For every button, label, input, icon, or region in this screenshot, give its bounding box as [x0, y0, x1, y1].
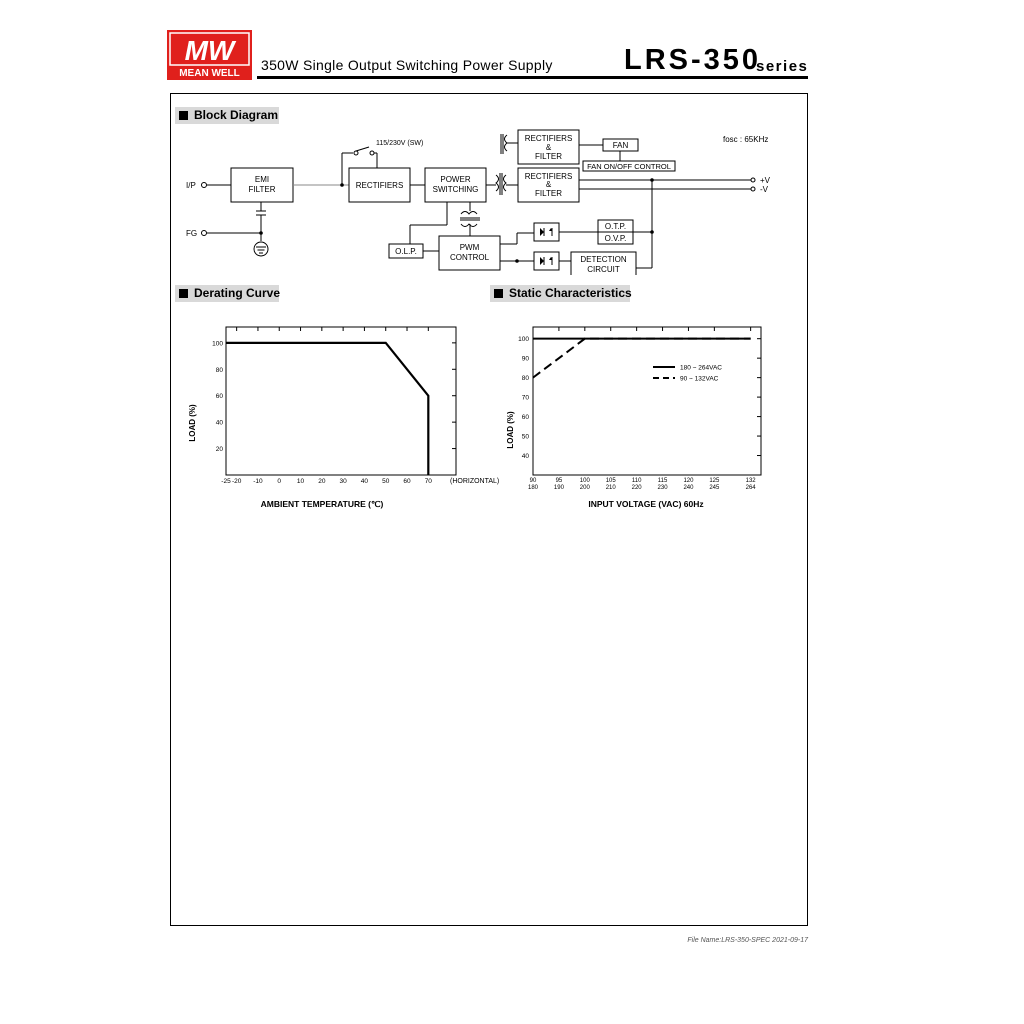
- static-chart: [498, 320, 778, 520]
- logo-caption: MEAN WELL: [179, 68, 240, 79]
- block-diagram-heading: [175, 107, 279, 124]
- static-x-tick-label-low: 125: [709, 478, 720, 484]
- bullet-square-icon: [179, 289, 188, 298]
- derating-x-tick-label: 70: [424, 478, 432, 485]
- rf-top-line1: RECTIFIERS: [524, 134, 573, 143]
- static-series-line: [533, 339, 751, 378]
- fosc-label: fosc : 65KHz: [723, 135, 769, 144]
- fan-label: FAN: [612, 141, 629, 150]
- static-y-tick-label: 60: [521, 414, 529, 422]
- static-x-tick-label-low: 90: [529, 478, 537, 484]
- derating-x-tick-label: -20: [231, 478, 242, 485]
- static-y-tick-label: 50: [521, 433, 529, 441]
- detection-line1: DETECTION: [580, 255, 627, 264]
- static-x-tick-label-low: 132: [745, 478, 756, 484]
- derating-x-axis-label: AMBIENT TEMPERATURE (℃): [260, 499, 384, 509]
- rectifiers-label: RECTIFIERS: [355, 181, 404, 190]
- derating-y-axis-label: LOAD (%): [188, 404, 197, 442]
- derating-x-tick-label: 50: [382, 478, 390, 485]
- static-x-tick-label-high: 245: [709, 485, 720, 491]
- mean-well-logo: [167, 30, 252, 80]
- static-x-tick-label-high: 200: [579, 485, 590, 491]
- derating-y-tick-label: 60: [215, 393, 223, 401]
- derating-heading: [175, 285, 279, 302]
- static-x-tick-label-low: 115: [657, 478, 668, 484]
- rf-main-line3: FILTER: [535, 189, 562, 198]
- static-y-tick-label: 100: [518, 336, 529, 344]
- static-legend-label: 90 ~ 132VAC: [680, 375, 719, 383]
- block-diagram: [180, 125, 800, 275]
- static-x-tick-label-high: 210: [605, 485, 616, 491]
- static-heading: [490, 285, 630, 302]
- power-switching-line2: SWITCHING: [432, 185, 479, 194]
- static-x-tick-label-high: 264: [745, 485, 756, 491]
- derating-series-line: [226, 343, 428, 475]
- rf-main-line1: RECTIFIERS: [524, 172, 573, 181]
- otp-label: O.T.P.: [604, 222, 627, 231]
- pwm-line2: CONTROL: [449, 253, 490, 262]
- static-x-tick-label-low: 105: [605, 478, 616, 484]
- bullet-square-icon: [494, 289, 503, 298]
- static-x-tick-label-low: 120: [683, 478, 694, 484]
- switch-label: 115/230V (SW): [376, 140, 424, 147]
- fg-label: FG: [186, 229, 198, 238]
- emi-filter-line2: FILTER: [248, 185, 276, 194]
- static-x-tick-label-high: 190: [553, 485, 564, 491]
- document-subtitle: 350W Single Output Switching Power Supply: [261, 57, 553, 73]
- series-label: series: [756, 58, 809, 75]
- static-x-tick-label-low: 95: [555, 478, 563, 484]
- static-x-axis-label: INPUT VOLTAGE (VAC) 60Hz: [588, 499, 704, 509]
- static-y-tick-label: 90: [521, 355, 529, 363]
- derating-x-tick-label: 40: [360, 478, 369, 485]
- static-y-tick-label: 80: [521, 375, 529, 383]
- derating-x-tick-label: 60: [403, 478, 411, 485]
- static-x-tick-label-high: 220: [631, 485, 642, 491]
- static-heading-text: Static Characteristics: [509, 286, 632, 300]
- derating-chart: [180, 320, 500, 520]
- static-x-tick-label-high: 240: [683, 485, 694, 491]
- emi-filter-line1: EMI: [254, 175, 270, 184]
- output-negative-label: -V: [760, 185, 768, 194]
- model-name: LRS-350: [624, 44, 762, 76]
- static-y-axis-label: LOAD (%): [506, 411, 515, 449]
- derating-y-tick-label: 20: [215, 446, 223, 454]
- derating-y-tick-label: 100: [212, 340, 223, 348]
- static-x-tick-label-low: 100: [579, 478, 590, 484]
- static-y-tick-label: 70: [521, 394, 529, 402]
- static-legend-label: 180 ~ 264VAC: [680, 364, 722, 372]
- block-diagram-heading-text: Block Diagram: [194, 108, 279, 122]
- fan-control-label: FAN ON/OFF CONTROL: [587, 162, 671, 171]
- olp-label: O.L.P.: [395, 247, 417, 256]
- power-switching-line1: POWER: [440, 175, 471, 184]
- derating-x-tick-label: 30: [339, 478, 347, 485]
- derating-x-tick-label: -25: [221, 478, 231, 485]
- static-x-tick-label-low: 110: [631, 478, 642, 484]
- rf-top-line3: FILTER: [535, 152, 562, 161]
- static-x-tick-label-high: 180: [527, 485, 539, 491]
- header-rule: [257, 76, 808, 79]
- derating-y-tick-label: 40: [215, 419, 223, 427]
- derating-x-tick-label: 10: [296, 478, 305, 485]
- output-positive-label: +V: [760, 176, 771, 185]
- derating-x-tick-label: -10: [253, 478, 263, 485]
- bullet-square-icon: [179, 111, 188, 120]
- derating-x-tick-label: 0: [277, 478, 282, 485]
- rf-main-line2: &: [545, 180, 552, 189]
- derating-x-axis-note: (HORIZONTAL): [450, 478, 500, 485]
- rf-top-line2: &: [545, 143, 552, 152]
- derating-x-tick-label: 20: [318, 478, 326, 485]
- file-name-footer: File Name:LRS-350-SPEC 2021-09-17: [687, 937, 808, 944]
- pwm-line1: PWM: [459, 243, 480, 252]
- derating-plot-frame: [226, 327, 456, 475]
- derating-heading-text: Derating Curve: [194, 286, 281, 300]
- input-label: I/P: [186, 181, 196, 190]
- static-y-tick-label: 40: [521, 453, 529, 461]
- ovp-label: O.V.P.: [604, 234, 627, 243]
- derating-y-tick-label: 80: [215, 366, 223, 374]
- static-x-tick-label-high: 230: [657, 485, 668, 491]
- static-plot-frame: [533, 327, 761, 475]
- logo-mark: MW: [184, 35, 235, 66]
- detection-line2: CIRCUIT: [587, 265, 620, 274]
